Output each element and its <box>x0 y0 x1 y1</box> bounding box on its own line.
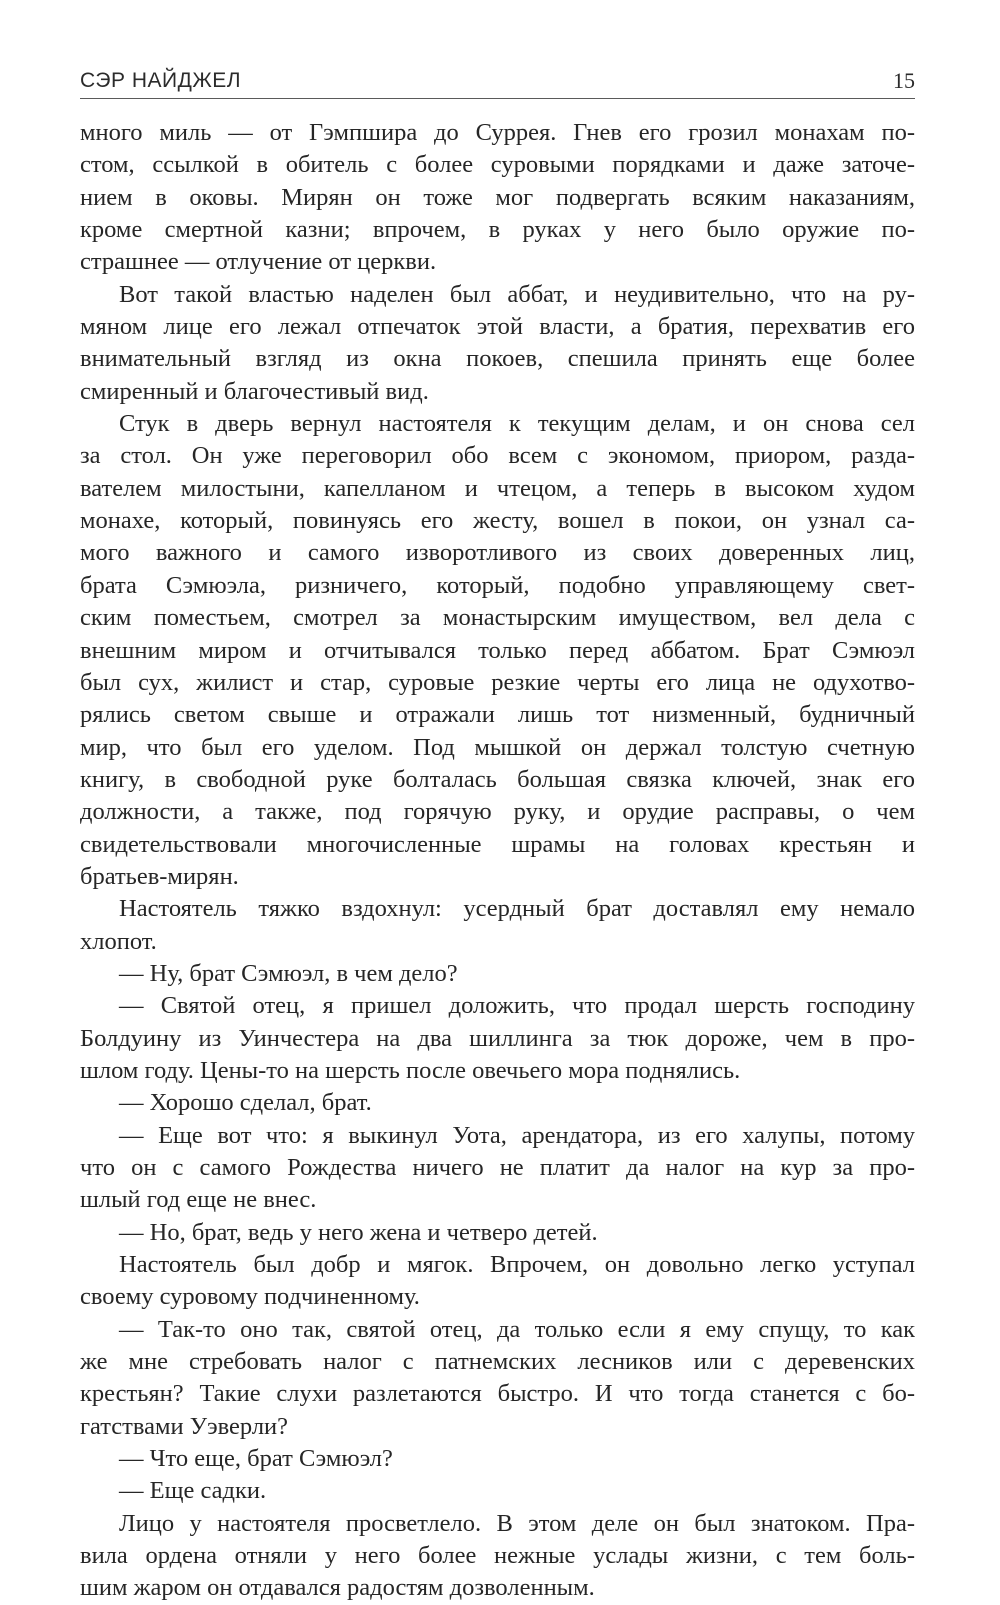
text-line: — Ну, брат Сэмюэл, в чем дело? <box>119 959 458 987</box>
text-line: внимательный взгляд из окна покоев, спешила принять еще более <box>80 345 915 373</box>
text-line: книгу, в свободной руке болталась большая связка ключей, знак его <box>80 765 915 793</box>
text-line: — Еще садки. <box>119 1477 267 1505</box>
text-line: был сух, жилист и стар, суровые резкие черты его лица не одухотво- <box>80 668 915 696</box>
text-line: страшнее — отлучение от церкви. <box>80 248 437 276</box>
running-header <box>80 66 915 99</box>
text-line: стом, ссылкой в обитель с более суровыми порядками и даже заточе- <box>80 151 915 179</box>
text-line: много миль — от Гэмпшира до Суррея. Гнев его грозил монахам по- <box>80 119 915 146</box>
text-line: мого важного и самого изворотливого из своих доверенных лиц, <box>80 539 915 567</box>
text-line: кроме смертной казни; впрочем, в руках у него было оружие по- <box>80 216 915 244</box>
text-line: нием в оковы. Мирян он тоже мог подвергать всяким наказаниям, <box>80 183 915 211</box>
text-line: — Хорошо сделал, брат. <box>119 1089 372 1117</box>
text-line: гатствами Уэверли? <box>80 1412 289 1440</box>
text-line: шлом году. Цены-то на шерсть после овечьего мора поднялись. <box>80 1056 741 1084</box>
text-line: — Святой отец, я пришел доложить, что продал шерсть господину <box>119 992 915 1020</box>
text-line: Настоятель тяжко вздохнул: усердный брат доставлял ему немало <box>119 895 915 923</box>
text-line: Вот такой властью наделен был аббат, и неудивительно, что на ру- <box>119 280 915 308</box>
text-line: Настоятель был добр и мягок. Впрочем, он довольно легко уступал <box>119 1251 915 1279</box>
text-line: крестьян? Такие слухи разлетаются быстро. И что тогда станется с бо- <box>80 1380 915 1408</box>
text-line: ским поместьем, смотрел за монастырским имуществом, вел дела с <box>80 604 915 632</box>
text-line: мяном лице его лежал отпечаток этой власти, а братия, перехватив его <box>80 313 915 341</box>
text-line: же мне стребовать налог с патнемских лесников или с деревенских <box>80 1348 915 1376</box>
text-line: братьев-мирян. <box>80 862 239 890</box>
text-line: должности, а также, под горячую руку, и орудие расправы, о чем <box>80 798 915 826</box>
text-line: монахе, который, повинуясь его жесту, вошел в покои, он узнал са- <box>80 507 915 535</box>
text-line: шлый год еще не внес. <box>80 1186 317 1214</box>
body-text <box>80 117 915 1605</box>
running-title: СЭР НАЙДЖЕЛ <box>80 69 242 92</box>
text-line: что он с самого Рождества ничего не платит да налог на кур за про- <box>80 1154 915 1181</box>
text-line: внешним миром и отчитывался только перед аббатом. Брат Сэмюэл <box>80 636 915 664</box>
text-line: смиренный и благочестивый вид. <box>80 377 429 405</box>
text-line: хлопот. <box>80 927 157 955</box>
text-line: шим жаром он отдавался радостям дозволенным. <box>80 1574 595 1602</box>
text-line: — Еще вот что: я выкинул Уота, арендатора, из его халупы, потому <box>119 1121 915 1149</box>
text-line: мир, что был его уделом. Под мышкой он держал толстую счетную <box>80 733 915 761</box>
text-line: вателем милостыни, капелланом и чтецом, а теперь в высоком худом <box>80 474 915 502</box>
text-line: — Но, брат, ведь у него жена и четверо детей. <box>119 1218 598 1246</box>
text-line: брата Сэмюэла, ризничего, который, подобно управляющему свет- <box>80 571 915 599</box>
text-line: Стук в дверь вернул настоятеля к текущим делам, и он снова сел <box>119 410 915 438</box>
text-line: — Так-то оно так, святой отец, да только если я ему спущу, то как <box>119 1315 915 1343</box>
text-line: своему суровому подчиненному. <box>80 1283 420 1311</box>
text-line: Лицо у настоятеля просветлело. В этом деле он был знатоком. Пра- <box>119 1509 915 1537</box>
text-line: рялись светом свыше и отражали лишь тот низменный, будничный <box>80 701 915 729</box>
page-number: 15 <box>893 68 915 93</box>
text-line: вила ордена отняли у него более нежные услады жизни, с тем боль- <box>80 1542 915 1570</box>
text-line: — Что еще, брат Сэмюэл? <box>119 1445 393 1473</box>
text-line: Болдуину из Уинчестера на два шиллинга за тюк дороже, чем в про- <box>80 1024 915 1052</box>
text-line: свидетельствовали многочисленные шрамы на головах крестьян и <box>80 830 915 858</box>
text-line: за стол. Он уже переговорил обо всем с экономом, приором, разда- <box>80 442 915 470</box>
